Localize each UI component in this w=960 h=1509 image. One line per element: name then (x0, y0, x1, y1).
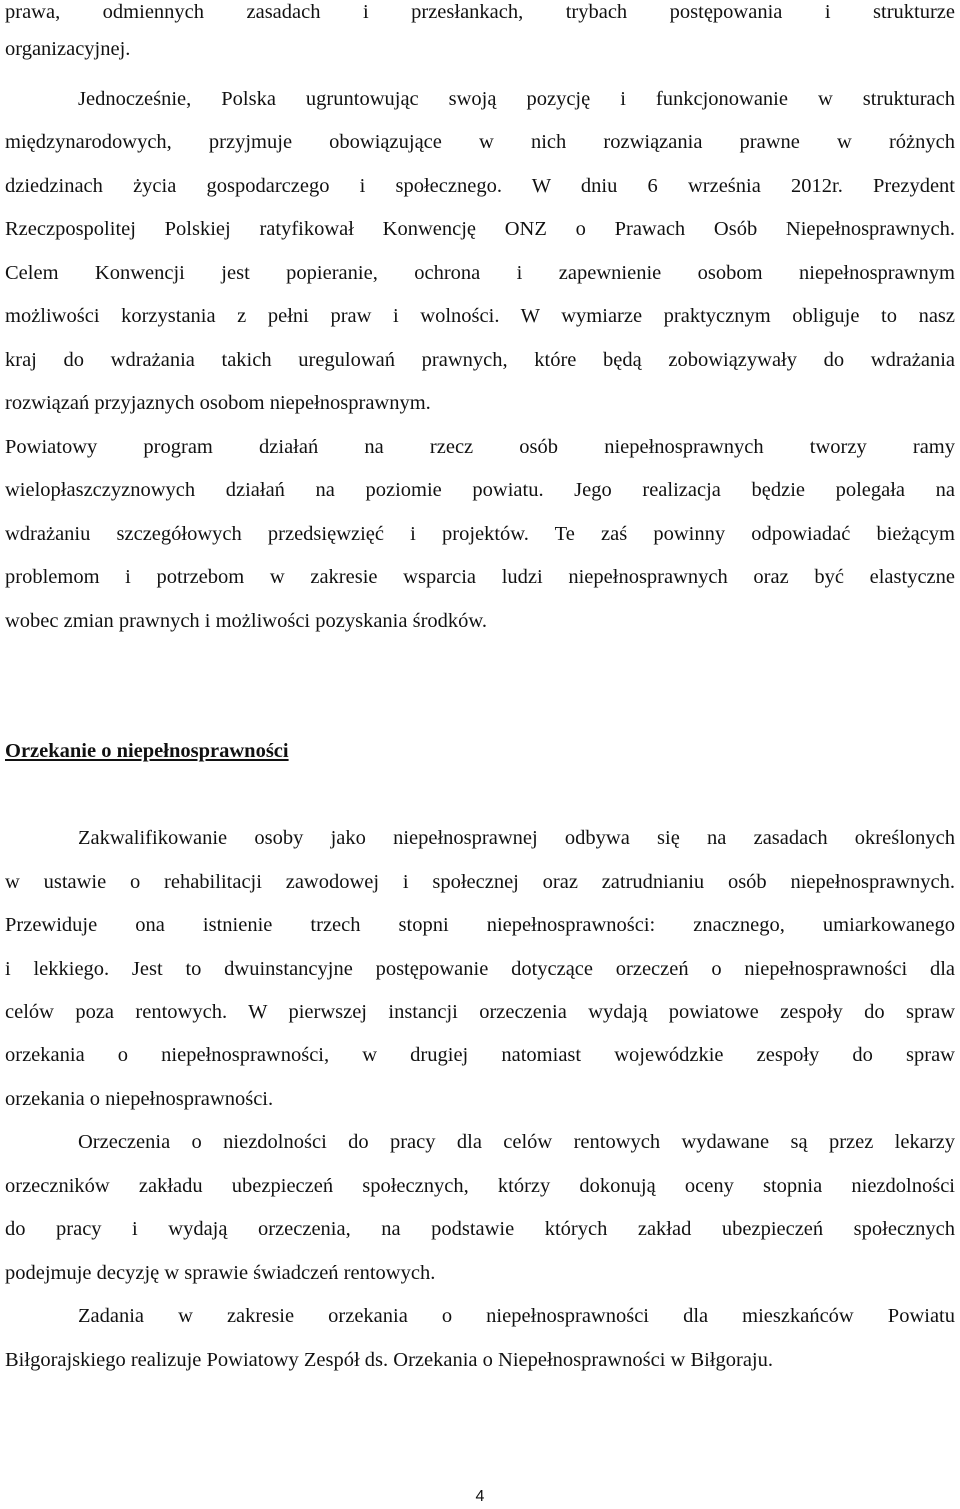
text-line: i lekkiego. Jest to dwuinstancyjne postępowanie dotyczące orzeczeń o niepełnosprawności dla (5, 958, 955, 980)
text-line: rozwiązań przyjaznych osobom niepełnosprawnym. (5, 392, 431, 414)
text-line: Przewiduje ona istnienie trzech stopni niepełnosprawności: znacznego, umiarkowanego (5, 914, 955, 936)
text-line: problemom i potrzebom w zakresie wsparcia ludzi niepełnosprawnych oraz być elastyczne (5, 566, 955, 588)
text-line: Celem Konwencji jest popieranie, ochrona i zapewnienie osobom niepełnosprawnym (5, 262, 955, 284)
text-line: Zakwalifikowanie osoby jako niepełnosprawnej odbywa się na zasadach określonych (78, 827, 955, 849)
text-line: Rzeczpospolitej Polskiej ratyfikował Konwencję ONZ o Prawach Osób Niepełnosprawnych. (5, 218, 955, 240)
text-line: w ustawie o rehabilitacji zawodowej i społecznej oraz zatrudnianiu osób niepełnosprawnych. (5, 871, 955, 893)
text-line: celów poza rentowych. W pierwszej instancji orzeczenia wydają powiatowe zespoły do spraw (5, 1001, 955, 1023)
text-line: kraj do wdrażania takich uregulowań prawnych, które będą zobowiązywały do wdrażania (5, 349, 955, 371)
text-line: wdrażaniu szczegółowych przedsięwzięć i projektów. Te zaś powinny odpowiadać bieżącym (5, 523, 955, 545)
text-line: Orzeczenia o niezdolności do pracy dla celów rentowych wydawane są przez lekarzy (78, 1131, 955, 1153)
text-line: wielopłaszczyznowych działań na poziomie powiatu. Jego realizacja będzie polegała na (5, 479, 955, 501)
text-line: orzekania o niepełnosprawności, w drugiej natomiast wojewódzkie zespoły do spraw (5, 1044, 955, 1066)
text-line: organizacyjnej. (5, 38, 131, 60)
section-heading: Orzekanie o niepełnosprawności (5, 740, 289, 762)
text-line: podejmuje decyzję w sprawie świadczeń rentowych. (5, 1262, 436, 1284)
text-line: wobec zmian prawnych i możliwości pozyskania środków. (5, 610, 488, 632)
text-line: możliwości korzystania z pełni praw i wolności. W wymiarze praktycznym obliguje to nasz (5, 305, 955, 327)
text-line: prawa, odmiennych zasadach i przesłankach, trybach postępowania i strukturze (5, 1, 955, 23)
text-line: orzeczników zakładu ubezpieczeń społecznych, którzy dokonują oceny stopnia niezdolności (5, 1175, 955, 1197)
text-line: międzynarodowych, przyjmuje obowiązujące w nich rozwiązania prawne w różnych (5, 131, 955, 153)
page-number: 4 (475, 1488, 485, 1505)
text-line: Powiatowy program działań na rzecz osób niepełnosprawnych tworzy ramy (5, 436, 955, 458)
text-line: orzekania o niepełnosprawności. (5, 1088, 274, 1110)
text-line: do pracy i wydają orzeczenia, na podstawie których zakład ubezpieczeń społecznych (5, 1218, 955, 1240)
text-line: Biłgorajskiego realizuje Powiatowy Zespół ds. Orzekania o Niepełnosprawności w Biłgoraju. (5, 1349, 773, 1371)
text-line: dziedzinach życia gospodarczego i społecznego. W dniu 6 września 2012r. Prezydent (5, 175, 955, 197)
text-line: Zadania w zakresie orzekania o niepełnosprawności dla mieszkańców Powiatu (78, 1305, 955, 1327)
text-line: Jednocześnie, Polska ugruntowując swoją pozycję i funkcjonowanie w strukturach (78, 88, 955, 110)
